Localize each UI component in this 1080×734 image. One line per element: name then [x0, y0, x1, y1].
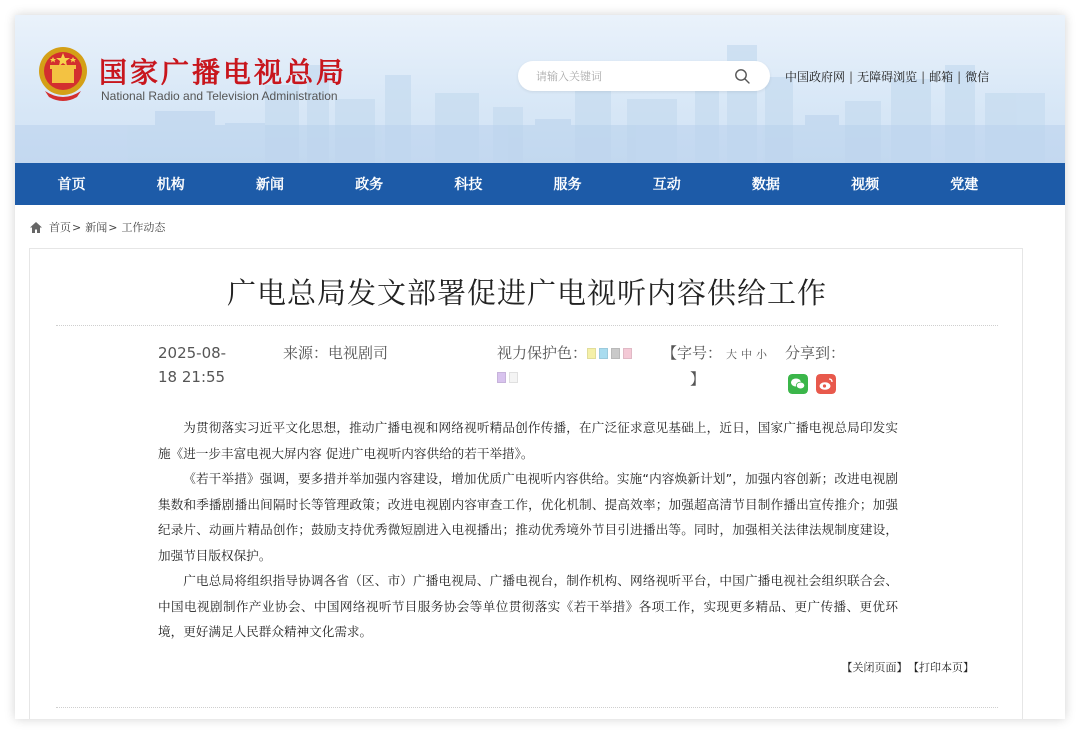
link-wechat[interactable]: 微信: [965, 70, 990, 84]
nav-item-interaction[interactable]: 互动: [652, 177, 681, 193]
nav-item-organization[interactable]: 机构: [156, 177, 185, 193]
site-subtitle: National Radio and Television Administration: [101, 89, 338, 103]
article-title: 广电总局发文部署促进广电视听内容供给工作: [226, 276, 827, 310]
search-box: [518, 61, 770, 91]
close-page-link[interactable]: 【关闭页面】: [841, 661, 908, 674]
article-panel: [29, 248, 1023, 719]
article-paragraph-3: 广电总局将组织指导协调各省（区、市）广播电视局、广播电视台，制作机构、网络视听平台，中国广播电视社会组织联合会、中国电视剧制作产业协会、中国网络视听节目服务协会等单位贯彻落实《若干举措》各项工作，实现更多精品、更广传播、更优环境，更好满足人民群众精神文化需求。: [158, 573, 898, 639]
share-label: 分享到：: [785, 344, 846, 362]
breadcrumb-arrow: >: [108, 220, 118, 234]
nav-item-data[interactable]: 数据: [751, 177, 780, 193]
link-accessibility[interactable]: 无障碍浏览: [857, 70, 918, 84]
nav-item-technology[interactable]: 科技: [454, 177, 483, 193]
font-size-large[interactable]: 大: [726, 348, 738, 361]
font-size-medium[interactable]: 中: [741, 348, 753, 361]
breadcrumb-news[interactable]: 新闻: [85, 221, 108, 234]
eye-color-yellow[interactable]: [587, 348, 596, 359]
publish-date-line2: 18 21:55: [158, 368, 226, 386]
wechat-icon[interactable]: [788, 374, 808, 394]
breadcrumb: [29, 219, 165, 235]
quick-links: [785, 68, 989, 85]
nav-item-news[interactable]: 新闻: [255, 177, 284, 193]
bottom-divider: [56, 707, 998, 708]
eye-protection-label: 视力保护色：: [497, 344, 588, 362]
eye-color-white[interactable]: [509, 372, 518, 383]
eye-color-purple[interactable]: [497, 372, 506, 383]
weibo-icon[interactable]: [816, 374, 836, 394]
search-input[interactable]: [536, 67, 726, 85]
main-nav: [15, 163, 1065, 205]
link-gov-portal[interactable]: 中国政府网: [785, 70, 846, 84]
article-source: 来源：电视剧司: [283, 344, 389, 362]
nav-item-home[interactable]: 首页: [57, 177, 86, 193]
breadcrumb-home[interactable]: 首页: [49, 221, 71, 234]
header-banner: [15, 15, 1065, 163]
link-mailbox[interactable]: 邮箱: [929, 70, 954, 84]
article-body: [158, 415, 898, 645]
link-separator: |: [849, 70, 854, 84]
font-size-control: [662, 341, 767, 391]
print-page-link[interactable]: 【打印本页】: [913, 661, 974, 674]
article-tools: [836, 659, 975, 675]
nav-item-video[interactable]: 视频: [851, 177, 880, 193]
eye-color-gray[interactable]: [611, 348, 620, 359]
publish-date-line1: 2025-08-: [158, 344, 227, 362]
share-control: [785, 341, 845, 365]
eye-color-pink[interactable]: [623, 348, 632, 359]
site-title[interactable]: 国家广播电视总局: [99, 56, 348, 89]
search-icon[interactable]: [734, 68, 750, 84]
eye-protection-control: [497, 341, 635, 389]
font-size-small[interactable]: 小: [756, 348, 768, 361]
eye-color-blue[interactable]: [599, 348, 608, 359]
link-separator: |: [921, 70, 926, 84]
breadcrumb-arrow: >: [72, 220, 82, 234]
font-size-label: 【字号：: [662, 344, 723, 362]
publish-date: [158, 341, 268, 389]
link-separator: |: [957, 70, 962, 84]
national-emblem-icon: [37, 45, 89, 103]
article-paragraph-1: 为贯彻落实习近平文化思想，推动广播电视和网络视听精品创作传播，在广泛征求意见基础上，近日，国家广播电视总局印发实施《进一步丰富电视大屏内容 促进广电视听内容供给的若干举措》。: [158, 420, 898, 461]
font-size-close-bracket: 】: [690, 370, 706, 388]
nav-item-party-building[interactable]: 党建: [950, 177, 979, 193]
nav-item-government-affairs[interactable]: 政务: [355, 177, 384, 193]
title-divider: [56, 325, 998, 326]
breadcrumb-work-news[interactable]: 工作动态: [121, 221, 166, 234]
nav-item-services[interactable]: 服务: [553, 177, 582, 193]
home-icon: [29, 221, 43, 234]
browser-frame: [15, 15, 1065, 719]
article-paragraph-2: 《若干举措》强调，要多措并举加强内容建设，增加优质广电视听内容供给。实施“内容焕新计划”，加强内容创新；改进电视剧集数和季播剧播出间隔时长等管理政策；改进电视剧内容审查工作，优化机制、提高效率；加强超高清节目制作播出宣传推介；加强纪录片、动画片精品创作；鼓励支持优秀微短剧进入电视播出；推动优秀境外节目引进播出等。同时，加强相关法律法规制度建设，加强节目版权保护。: [158, 471, 898, 563]
